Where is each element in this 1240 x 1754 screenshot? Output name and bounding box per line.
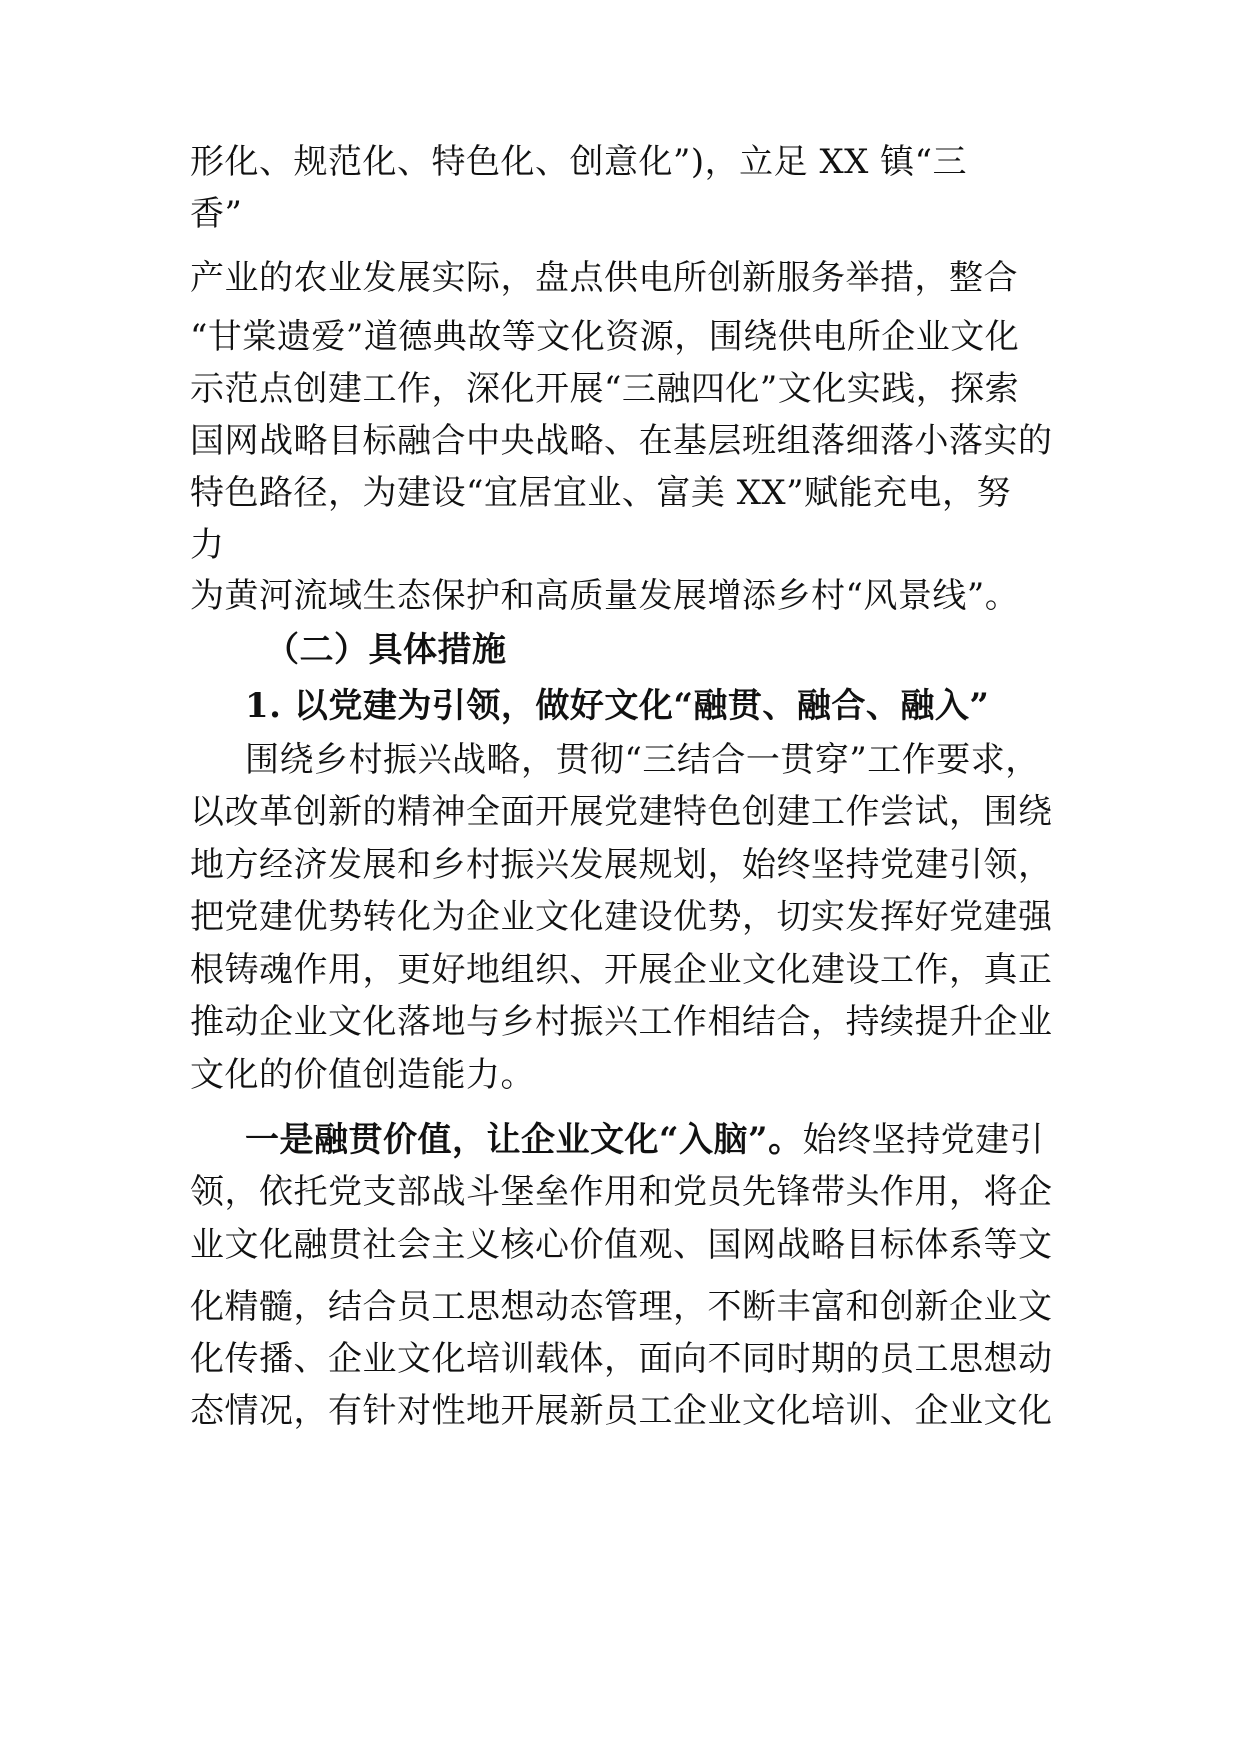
text-line: 产业的农业发展实际，盘点供电所创新服务举措，整合 [190,258,1018,298]
text-line: 示范点创建工作，深化开展“三融四化”文化实践，探索 [190,369,1020,409]
paragraph-line: 根铸魂作用，更好地组织、开展企业文化建设工作，真正 [190,950,1053,990]
paragraph-line: 化传播、企业文化培训载体，面向不同时期的员工思想动 [190,1339,1053,1379]
paragraph-first-line [245,1118,1044,1162]
text-line: 力 [190,525,225,565]
bold-lead: 一是融贯价值，让企业文化“入脑”。 [245,1120,803,1160]
paragraph-line: 化精髓，结合员工思想动态管理，不断丰富和创新企业文 [190,1287,1053,1327]
paragraph-line: 以改革创新的精神全面开展党建特色创建工作尝试，围绕 [190,792,1053,832]
text-line: 特色路径，为建设“宜居宜业、富美 XX”赋能充电，努 [190,473,1011,513]
paragraph-line: 围绕乡村振兴战略，贯彻“三结合一贯穿”工作要求， [245,740,1040,780]
paragraph-line: 态情况，有针对性地开展新员工企业文化培训、企业文化 [190,1391,1053,1431]
text-line: 香” [190,194,243,234]
subheading: 1. 以党建为引领，做好文化“融贯、融合、融入” [245,686,990,726]
text-line: 形化、规范化、特色化、创意化”)，立足 XX 镇“三 [190,142,968,182]
paragraph-line: 推动企业文化落地与乡村振兴工作相结合，持续提升企业 [190,1002,1053,1042]
paragraph-line: 领，依托党支部战斗堡垒作用和党员先锋带头作用，将企 [190,1172,1053,1212]
text-line: “甘棠遗爱”道德典故等文化资源，围绕供电所企业文化 [190,317,1020,357]
section-heading: （二）具体措施 [265,630,507,670]
paragraph-line: 文化的价值创造能力。 [190,1055,535,1095]
paragraph-line: 地方经济发展和乡村振兴发展规划，始终坚持党建引领， [190,845,1053,885]
text-line: 为黄河流域生态保护和高质量发展增添乡村“风景线”。 [190,576,1020,616]
paragraph-line: 业文化融贯社会主义核心价值观、国网战略目标体系等文 [190,1225,1053,1265]
paragraph-line: 把党建优势转化为企业文化建设优势，切实发挥好党建强 [190,897,1053,937]
lead-rest: 始终坚持党建引 [802,1120,1045,1160]
text-line: 国网战略目标融合中央战略、在基层班组落细落小落实的 [190,421,1053,461]
